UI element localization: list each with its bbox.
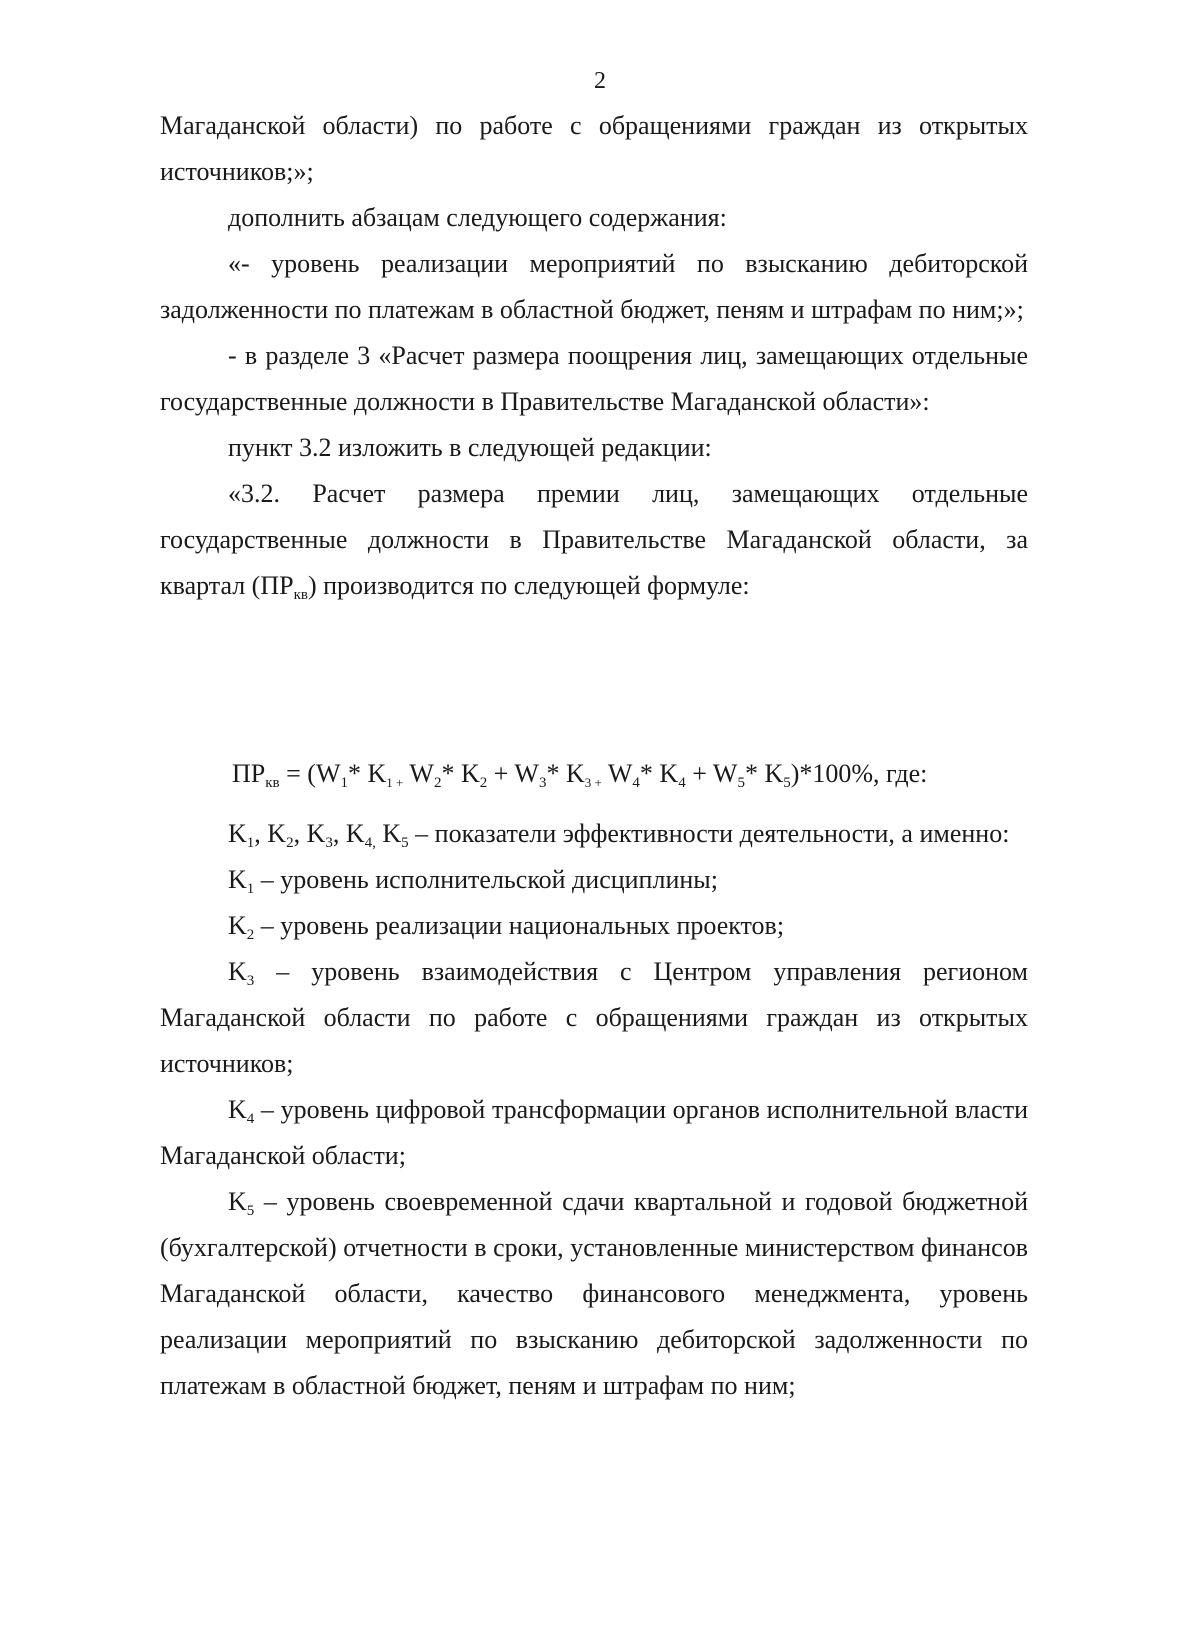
k-symbol: K: [306, 819, 326, 848]
formula-sub: 3 +: [584, 775, 602, 790]
text-block-lower: [160, 811, 1028, 1409]
text-block-upper: [160, 103, 1028, 609]
formula-part: W: [601, 759, 633, 788]
paragraph-item-3-2: пункт 3.2 изложить в следующей редакции:: [228, 433, 712, 462]
k-list-text: – показатели эффективности деятельности, а именно:: [408, 819, 1010, 848]
formula-sub: 5: [783, 775, 791, 791]
formula-sub: 4: [678, 775, 686, 791]
formula-sub: 1: [340, 775, 348, 791]
indicator-text: – уровень взаимодействия с Центром управления регионом Магаданской области по работе с обращениями граждан из открытых источников;: [160, 957, 1028, 1078]
paragraph-premium-calc: [160, 471, 1028, 609]
indicator-symbol: K: [228, 957, 247, 986]
indicator-symbol: K: [228, 1095, 247, 1124]
formula-part: * K: [744, 759, 784, 788]
formula-part: * K: [546, 759, 585, 788]
formula-lhs: ПР: [232, 759, 266, 788]
paragraph-k-list: $K_1$, $K_2$, $K_3$, $K_{4,}$ $K_5$ – показатели эффективности деятельности, а именно:: [228, 819, 1010, 851]
formula-sub: 5: [737, 775, 745, 791]
formula-sub: 1 +: [386, 775, 404, 790]
formula-sub: 2: [433, 775, 442, 791]
indicator-text: – уровень реализации национальных проектов;: [254, 911, 785, 940]
formula-part: * K: [639, 759, 679, 788]
formula-part: = (W: [279, 759, 341, 788]
formula-sub: 3: [538, 775, 547, 791]
paragraph-new-indicator: «- уровень реализации мероприятий по взысканию дебиторской задолженности по платежам в областной бюджет, пеням и штрафам по ним;»;: [160, 249, 1028, 324]
formula-part: * K: [348, 759, 387, 788]
formula-part: + W: [487, 759, 539, 788]
indicator-sub: 2: [246, 927, 255, 943]
premium-calc-sub: кв: [293, 587, 308, 603]
indicator-symbol: K: [228, 911, 247, 940]
formula-part: + W: [685, 759, 738, 788]
paragraph-supplement: дополнить абзацам следующего содержания:: [228, 203, 727, 232]
indicator-text: – уровень исполнительской дисциплины;: [254, 865, 718, 894]
indicator-symbol: K: [228, 865, 247, 894]
k-sub: 3: [325, 835, 333, 851]
premium-calc-text: «3.2. Расчет размера премии лиц, замещающих отдельные государственные должности в Правительстве Магаданской области, за квартал (ПР: [160, 479, 1028, 600]
indicator-k3: [160, 949, 1028, 1087]
formula-tail: )*100%, где:: [790, 759, 928, 788]
k-sub: 5: [401, 835, 409, 851]
k-sub: 4,: [364, 835, 376, 851]
k-symbol: K: [267, 819, 287, 848]
formula-lhs-sub: кв: [265, 775, 280, 791]
k-symbol: K: [345, 819, 365, 848]
indicator-sub: 4: [246, 1111, 255, 1127]
indicator-k1: [160, 857, 1028, 903]
indicator-text: – уровень цифровой трансформации органов исполнительной власти Магаданской области;: [160, 1095, 1028, 1170]
k-symbol: K: [228, 819, 247, 848]
indicator-k5: [160, 1179, 1028, 1409]
paragraph-continuation: Магаданской области) по работе с обращениями граждан из открытых источников;»;: [160, 111, 1028, 186]
k-symbol: K: [382, 819, 402, 848]
indicator-sub: 3: [246, 973, 255, 989]
indicator-k2: [160, 903, 1028, 949]
indicator-sub: 1: [246, 881, 255, 897]
indicator-text: – уровень своевременной сдачи квартальной и годовой бюджетной (бухгалтерской) отчетности в сроки, установленные министерством финансов Магаданской области, качество финансового менеджмента, уровень реализации мероприятий по взысканию дебиторской задолженности по платежам в областной бюджет, пеням и штрафам по ним;: [160, 1187, 1028, 1400]
premium-calc-tail: ) производится по следующей формуле:: [307, 571, 750, 600]
k-sub: 2: [286, 835, 294, 851]
indicator-sub: 5: [246, 1203, 255, 1219]
premium-formula: [232, 754, 927, 794]
formula-part: W: [403, 759, 434, 788]
paragraph-section-3: - в разделе 3 «Расчет размера поощрения лиц, замещающих отдельные государственные должности в Правительстве Магаданской области»:: [160, 341, 1028, 416]
indicator-symbol: K: [228, 1187, 247, 1216]
indicator-k4: [160, 1087, 1028, 1179]
formula-sub: 4: [632, 775, 640, 791]
formula-part: * K: [441, 759, 480, 788]
formula-sub: 2: [479, 775, 488, 791]
k-sub: 1: [246, 835, 255, 851]
page-number: 2: [594, 68, 606, 94]
